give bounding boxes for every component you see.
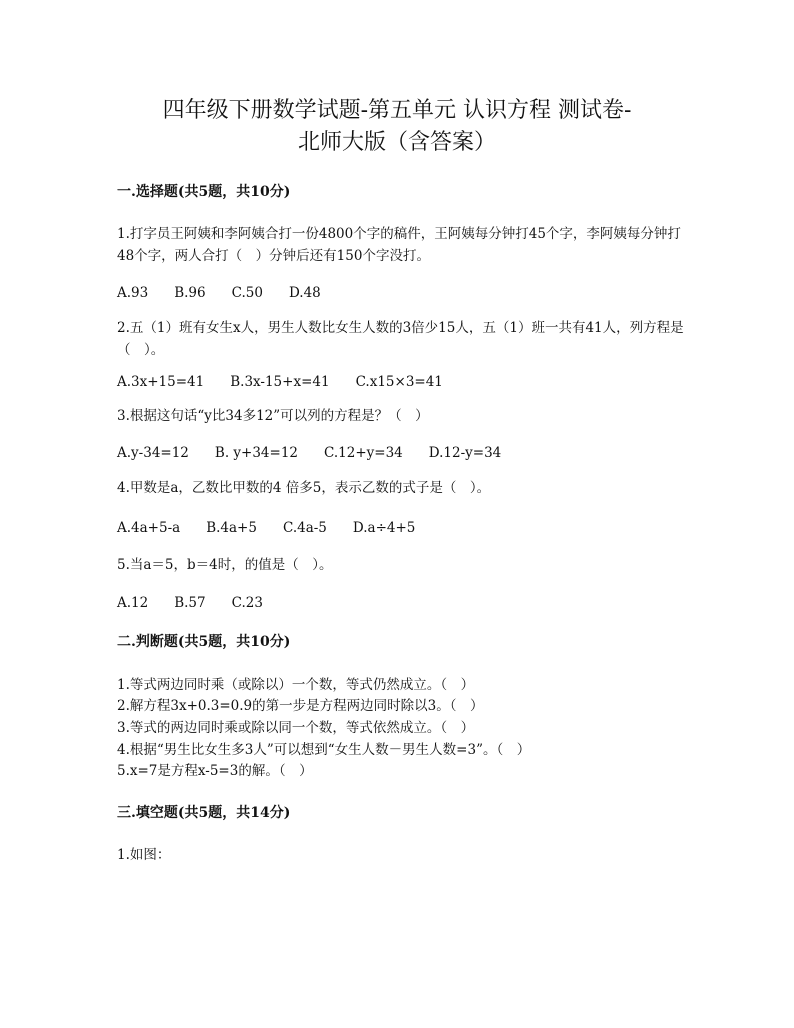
question-2: 2.五（1）班有女生x人，男生人数比女生人数的3倍少15人，五（1）班一共有41人，列方程是（ ）。 xyxy=(117,320,684,358)
option: B.3x-15+x=41 xyxy=(230,374,330,390)
option: B.4a+5 xyxy=(206,520,257,536)
question-3: 3.根据这句话“y比34多12”可以列的方程是？（ ） xyxy=(117,408,429,424)
option: A.4a+5-a xyxy=(117,520,181,536)
judgement-item-5: 5.x=7是方程x-5=3的解。（ ） xyxy=(117,763,313,779)
fill-blank-question-1: 1.如图： xyxy=(117,847,171,863)
option: C.x15×3=41 xyxy=(355,374,443,390)
judgement-item-3: 3.等式的两边同时乘或除以同一个数，等式依然成立。（ ） xyxy=(117,720,475,736)
option: A.93 xyxy=(117,285,149,301)
option: A.12 xyxy=(117,595,149,611)
question-1-options xyxy=(117,283,347,303)
page-title-line-2: 北师大版（含答案） xyxy=(297,130,496,155)
option: A.y-34=12 xyxy=(117,445,189,461)
option: B.57 xyxy=(174,595,206,611)
option: B.96 xyxy=(174,285,206,301)
option: C.4a-5 xyxy=(282,520,327,536)
judgement-item-1: 1.等式两边同时乘（或除以）一个数，等式仍然成立。（ ） xyxy=(117,677,475,693)
section-heading-judgement: 二.判断题(共5题，共10分) xyxy=(117,634,291,650)
question-3-options xyxy=(117,443,527,463)
option: C.50 xyxy=(231,285,263,301)
option: C.12+y=34 xyxy=(324,445,403,461)
page-title-line-1: 四年级下册数学试题-第五单元 认识方程 测试卷- xyxy=(162,98,632,123)
section-heading-fill-blank: 三.填空题(共5题，共14分) xyxy=(117,805,291,821)
question-5: 5.当a＝5，b＝4时，的值是（ ）。 xyxy=(117,557,333,573)
option: C.23 xyxy=(231,595,263,611)
question-4: 4.甲数是a，乙数比甲数的4 倍多5，表示乙数的式子是（ ）。 xyxy=(117,480,491,496)
option: D.48 xyxy=(288,285,321,301)
option: A.3x+15=41 xyxy=(117,374,205,390)
option: D.a÷4+5 xyxy=(352,520,416,536)
judgement-item-2: 2.解方程3x+0.3=0.9的第一步是方程两边同时除以3。（ ） xyxy=(117,698,484,714)
option: D.12-y=34 xyxy=(428,445,502,461)
question-1: 1.打字员王阿姨和李阿姨合打一份4800个字的稿件，王阿姨每分钟打45个字，李阿姨每分钟打48个字，两人合打（ ）分钟后还有150个字没打。 xyxy=(117,226,681,264)
question-2-options xyxy=(117,372,469,392)
judgement-item-4: 4.根据“男生比女生多3人”可以想到“女生人数－男生人数=3”。（ ） xyxy=(117,742,531,758)
section-heading-choice: 一.选择题(共5题，共10分) xyxy=(117,184,291,200)
option: B. y+34=12 xyxy=(214,445,299,461)
question-4-options xyxy=(117,518,441,538)
question-5-options xyxy=(117,593,289,613)
